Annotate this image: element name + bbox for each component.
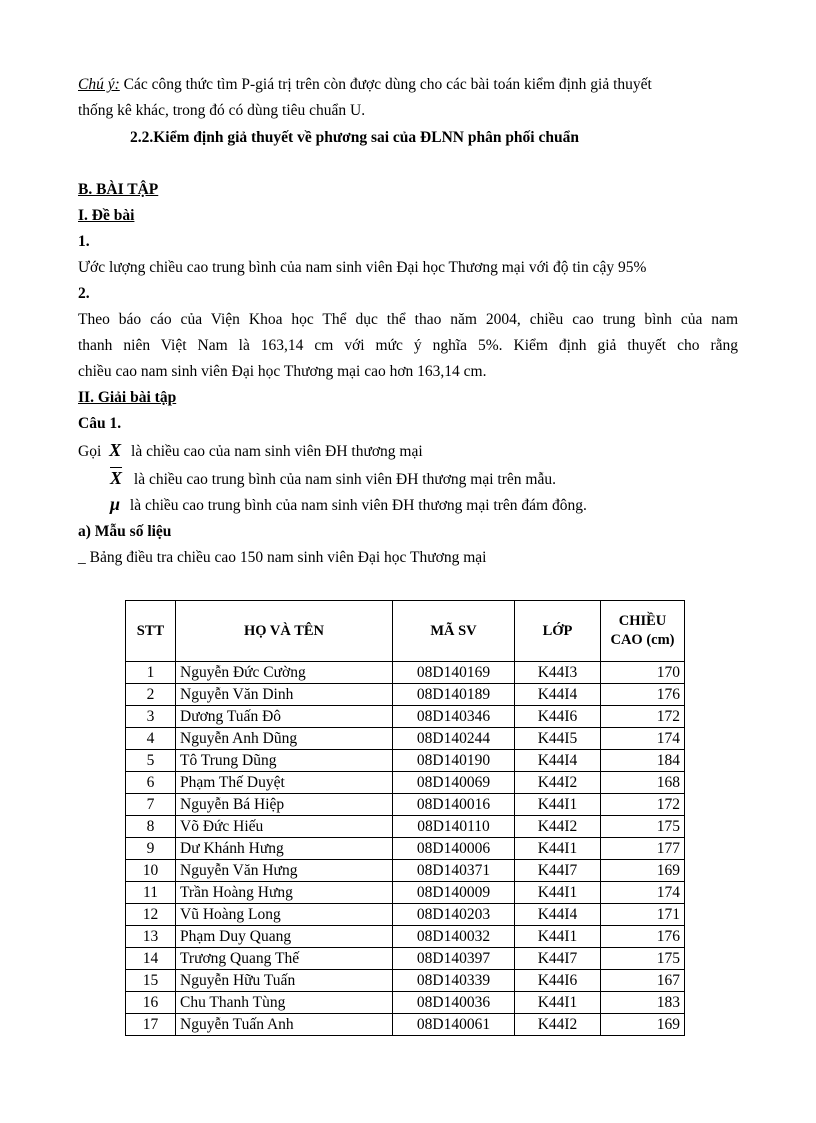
table-row [126,662,685,684]
table-row [126,684,685,706]
cell-student-id: 08D140006 [393,838,515,860]
cell-height: 172 [601,706,685,728]
cell-class: K44I2 [515,1014,601,1036]
note-line-2: thống kê khác, trong đó có dùng tiêu chuẩn U. [78,102,366,119]
cell-height: 175 [601,948,685,970]
cell-student-id: 08D140016 [393,794,515,816]
table-row [126,838,685,860]
definition-x [78,440,423,461]
cell-name: Trần Hoàng Hưng [176,882,393,904]
cau-1-heading: Câu 1. [78,415,122,432]
cell-stt: 7 [126,794,176,816]
height-survey-table [125,600,685,1036]
cell-student-id: 08D140371 [393,860,515,882]
cell-student-id: 08D140069 [393,772,515,794]
cell-class: K44I1 [515,838,601,860]
cell-name: Dư Khánh Hưng [176,838,393,860]
cell-student-id: 08D140397 [393,948,515,970]
cell-stt: 6 [126,772,176,794]
cell-student-id: 08D140189 [393,684,515,706]
cell-class: K44I1 [515,882,601,904]
cell-name: Nguyễn Văn Dinh [176,684,393,706]
cell-student-id: 08D140110 [393,816,515,838]
cell-class: K44I4 [515,904,601,926]
cell-name: Chu Thanh Tùng [176,992,393,1014]
cell-name: Nguyễn Anh Dũng [176,728,393,750]
table-row [126,860,685,882]
table-row [126,728,685,750]
cell-stt: 5 [126,750,176,772]
cell-name: Nguyễn Văn Hưng [176,860,393,882]
cell-student-id: 08D140036 [393,992,515,1014]
cell-height: 174 [601,882,685,904]
cell-class: K44I1 [515,992,601,1014]
cell-student-id: 08D140339 [393,970,515,992]
cell-height: 175 [601,816,685,838]
definition-mu [110,494,587,515]
cell-name: Vũ Hoàng Long [176,904,393,926]
cell-student-id: 08D140346 [393,706,515,728]
table-row [126,1014,685,1036]
cell-stt: 2 [126,684,176,706]
symbol-x: X [109,440,122,460]
cell-stt: 13 [126,926,176,948]
cell-height: 172 [601,794,685,816]
cell-name: Tô Trung Dũng [176,750,393,772]
table-row [126,970,685,992]
definition-x-text: là chiều cao của nam sinh viên ĐH thương mại [131,443,423,460]
cell-stt: 16 [126,992,176,1014]
cell-height: 171 [601,904,685,926]
cell-stt: 12 [126,904,176,926]
question-2-line-3: chiều cao nam sinh viên Đại học Thương mại cao hơn 163,14 cm. [78,363,487,380]
cell-stt: 3 [126,706,176,728]
cell-class: K44I7 [515,948,601,970]
cell-name: Nguyễn Hữu Tuấn [176,970,393,992]
cell-student-id: 08D140190 [393,750,515,772]
question-2-number: 2. [78,285,90,302]
cell-stt: 15 [126,970,176,992]
cell-class: K44I6 [515,706,601,728]
cell-student-id: 08D140203 [393,904,515,926]
cell-name: Phạm Duy Quang [176,926,393,948]
cell-class: K44I1 [515,926,601,948]
cell-name: Dương Tuấn Đô [176,706,393,728]
cell-name: Nguyễn Đức Cường [176,662,393,684]
cell-name: Võ Đức Hiếu [176,816,393,838]
cell-stt: 10 [126,860,176,882]
cell-height: 176 [601,926,685,948]
header-name: HỌ VÀ TÊN [176,601,393,662]
table-row [126,794,685,816]
cell-class: K44I2 [515,816,601,838]
header-student-id: MÃ SV [393,601,515,662]
part-i-heading: I. Đề bài [78,207,135,224]
cell-height: 170 [601,662,685,684]
cell-class: K44I6 [515,970,601,992]
header-stt: STT [126,601,176,662]
header-height: CHIỀU CAO (cm) [601,601,685,662]
note-label: Chú ý: [78,76,120,93]
cell-student-id: 08D140244 [393,728,515,750]
definition-mu-text: là chiều cao trung bình của nam sinh viên ĐH thương mại trên đám đông. [129,497,587,514]
cell-class: K44I1 [515,794,601,816]
cell-stt: 9 [126,838,176,860]
cell-height: 167 [601,970,685,992]
cell-height: 184 [601,750,685,772]
cell-name: Trương Quang Thế [176,948,393,970]
cell-student-id: 08D140169 [393,662,515,684]
cell-student-id: 08D140032 [393,926,515,948]
cell-height: 183 [601,992,685,1014]
cell-name: Nguyễn Bá Hiệp [176,794,393,816]
table-row [126,992,685,1014]
cell-class: K44I2 [515,772,601,794]
cell-height: 169 [601,860,685,882]
cell-class: K44I4 [515,684,601,706]
cell-stt: 8 [126,816,176,838]
cell-height: 177 [601,838,685,860]
part-b-heading: B. BÀI TẬP [78,181,159,198]
symbol-mu: μ [110,494,121,514]
cell-height: 174 [601,728,685,750]
cell-stt: 14 [126,948,176,970]
question-2-line-2: thanh niên Việt Nam là 163,14 cm với mức ý nghĩa 5%. Kiểm định giả thuyết cho rằng [78,337,738,354]
cell-student-id: 08D140009 [393,882,515,904]
cell-name: Phạm Thế Duyệt [176,772,393,794]
question-1-text: Ước lượng chiều cao trung bình của nam sinh viên Đại học Thương mại với độ tin cậy 95% [78,259,647,276]
note-text-1: Các công thức tìm P-giá trị trên còn được dùng cho các bài toán kiểm định giả thuyết [119,76,652,93]
cell-stt: 11 [126,882,176,904]
cell-height: 176 [601,684,685,706]
part-ii-heading: II. Giải bài tập [78,389,177,406]
cell-class: K44I3 [515,662,601,684]
table-caption: _ Bảng điều tra chiều cao 150 nam sinh viên Đại học Thương mại [78,549,487,566]
table-row [126,750,685,772]
table-header-row [126,601,685,662]
note-line-1 [78,76,652,94]
header-class: LỚP [515,601,601,662]
cell-height: 169 [601,1014,685,1036]
table-row [126,926,685,948]
cell-name: Nguyễn Tuấn Anh [176,1014,393,1036]
table-row [126,948,685,970]
table-row [126,882,685,904]
table-row [126,816,685,838]
cell-stt: 4 [126,728,176,750]
table-row [126,904,685,926]
question-1-number: 1. [78,233,90,250]
table-row [126,706,685,728]
symbol-x-bar: $\overline{X}$ [110,468,123,488]
sub-a-heading: a) Mẫu số liệu [78,523,172,540]
cell-stt: 17 [126,1014,176,1036]
definition-prefix: Gọi [78,443,102,460]
cell-stt: 1 [126,662,176,684]
definition-xbar-text: là chiều cao trung bình của nam sinh viên ĐH thương mại trên mẫu. [133,471,556,488]
table-row [126,772,685,794]
section-heading-2-2: 2.2.Kiểm định giả thuyết về phương sai của ĐLNN phân phối chuẩn [130,129,579,146]
cell-class: K44I5 [515,728,601,750]
cell-class: K44I4 [515,750,601,772]
cell-height: 168 [601,772,685,794]
cell-class: K44I7 [515,860,601,882]
definition-xbar [110,468,556,489]
cell-student-id: 08D140061 [393,1014,515,1036]
question-2-line-1: Theo báo cáo của Viện Khoa học Thể dục thể thao năm 2004, chiều cao trung bình của nam [78,311,738,328]
